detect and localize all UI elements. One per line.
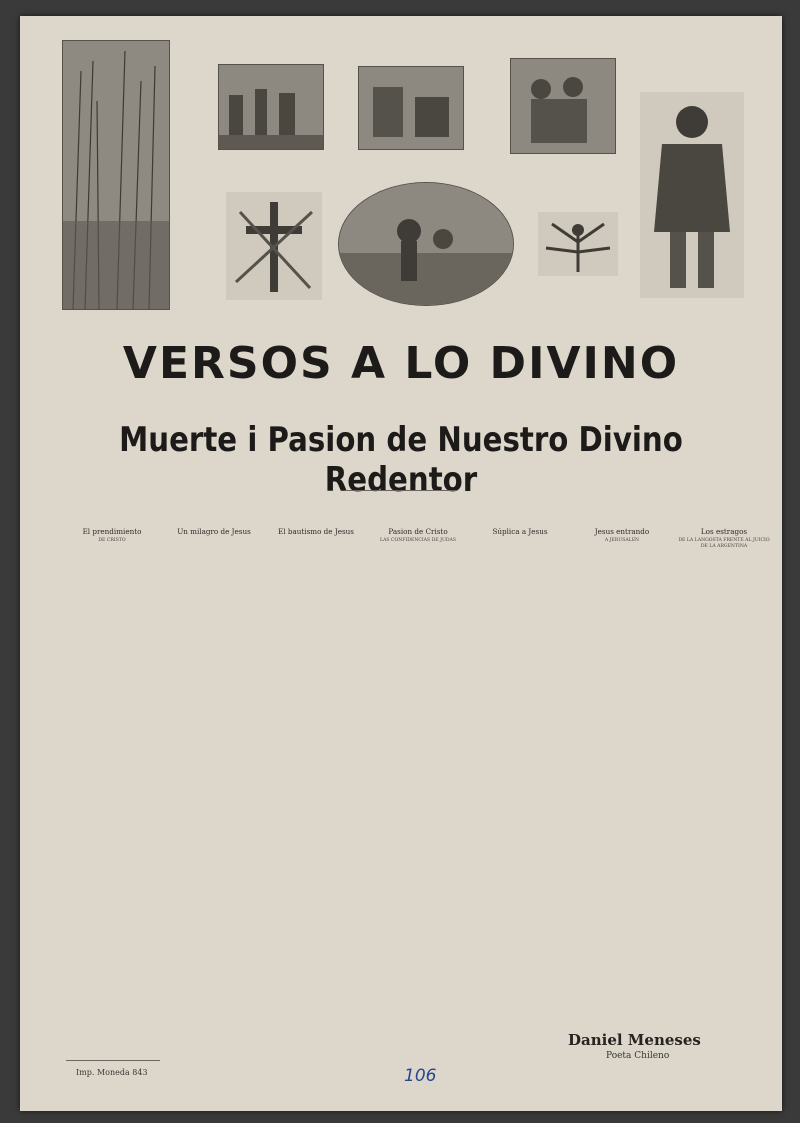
handwritten-catalog-number: 106: [404, 1066, 437, 1086]
verse-column: [472, 528, 568, 998]
column-heading: Un milagro de Jesus: [177, 528, 251, 536]
column-subheading: DE LA LANGOSTA FRENTE AL JUICIO DE LA ARGENTINA: [678, 538, 770, 549]
column-subheading: A JERUSALEN: [604, 538, 640, 543]
group-figures-illustration: [510, 58, 616, 154]
column-heading: Pasion de Cristo: [388, 528, 448, 536]
imprint-divider: [66, 1060, 160, 1061]
verse-column: [574, 528, 670, 998]
crucifix-instruments-illustration: [226, 192, 322, 300]
column-heading: Los estragos: [700, 528, 748, 536]
printer-imprint: Imp. Moneda 843: [76, 1068, 148, 1077]
column-heading: El prendimiento: [82, 528, 142, 536]
interior-scene-illustration: [358, 66, 464, 150]
column-heading: El bautismo de Jesus: [278, 528, 354, 536]
verse-columns: [64, 528, 770, 998]
broadside-sheet: [20, 16, 782, 1111]
column-heading: Jesus entrando: [594, 528, 650, 536]
column-subheading: DE CRISTO: [98, 538, 126, 543]
column-heading: Súplica a Jesus: [492, 528, 548, 536]
verse-column: [268, 528, 364, 998]
verse-column: [64, 528, 160, 998]
author-name: Daniel Meneses: [568, 1031, 701, 1049]
poster-title: VERSOS A LO DIVINO: [122, 338, 680, 389]
verse-column: [676, 528, 772, 998]
standing-man-illustration: [640, 92, 744, 298]
reeds-landscape-illustration: [62, 40, 170, 310]
author-role: Poeta Chileno: [606, 1051, 670, 1061]
poster-subtitle: Muerte i Pasion de Nuestro Divino Redentor: [119, 420, 683, 500]
oval-baptism-illustration: [338, 182, 514, 306]
verse-column: [370, 528, 466, 998]
verse-column: [166, 528, 262, 998]
title-divider: [345, 490, 457, 491]
crowd-scene-illustration: [218, 64, 324, 150]
palm-ornament-illustration: [538, 212, 618, 276]
column-subheading: LAS CONFIDENCIAS DE JUDAS: [380, 538, 456, 543]
